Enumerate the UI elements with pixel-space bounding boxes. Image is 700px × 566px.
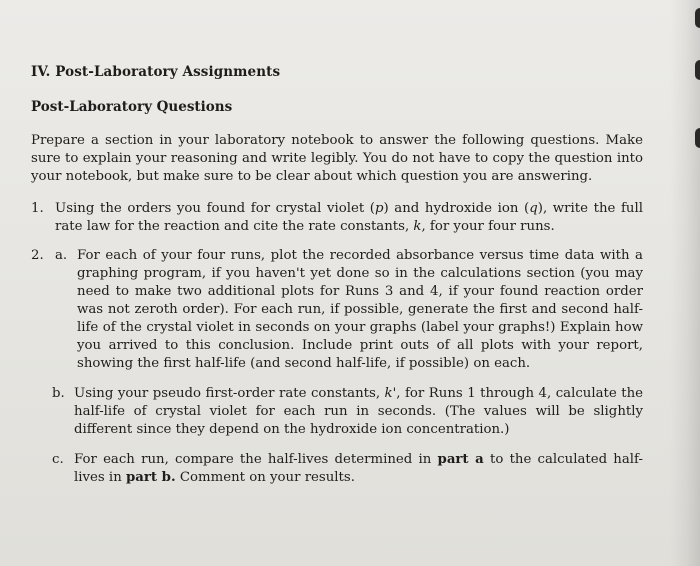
question-1 (28, 200, 643, 236)
subquestion-text: Using your pseudo first-order rate constants, k', for Runs 1 through 4, calculate the half-life of crystal violet for each run in seconds. (The values will be slightly different since they depend on the hydroxide ion concentration.) (74, 386, 643, 437)
intro-paragraph: Prepare a section in your laboratory notebook to answer the following questions. Make sure to explain your reasoning and write legibly. You do not have to copy the question into your notebook, but make sure to be clear about which question you are answering. (31, 133, 643, 184)
subquestion-letter: a. (55, 248, 68, 263)
question-number: 2. (31, 248, 44, 263)
question-2-continued (28, 385, 643, 487)
subquestion-letter: c. (52, 452, 64, 467)
section-heading: IV. Post-Laboratory Assignments (31, 64, 281, 80)
subquestion-letter: b. (52, 386, 65, 401)
document-content (28, 64, 643, 495)
question-2 (28, 247, 643, 385)
subquestion-b (52, 385, 643, 439)
page-edge-shadow (670, 0, 700, 566)
question-text: Using the orders you found for crystal violet (p) and hydroxide ion (q), write the full rate law for the reaction and cite the rate constants, k, for your four runs. (55, 201, 643, 234)
binder-ring-mark (695, 8, 700, 28)
questions-subheading: Post-Laboratory Questions (31, 99, 233, 115)
subquestion-text: For each of your four runs, plot the recorded absorbance versus time data with a graphing program, if you haven't yet done so in the calculations section (you may need to make two additional plots for Runs 3 and 4, if your found reaction order was not zeroth order). For each run, if possible, generate the first and second half-life of the crystal violet in seconds on your graphs (label your graphs!) Explain how you arrived to this conclusion. Include print outs of all plots with your report, showing the first half-life (and second half-life, if possible) on each. (77, 248, 643, 371)
binder-ring-mark (695, 128, 700, 148)
subquestion-text: For each run, compare the half-lives determined in part a to the calculated half-lives in part b. Comment on your results. (74, 452, 643, 485)
subquestion-c (52, 451, 643, 487)
binder-ring-mark (695, 60, 700, 80)
question-number: 1. (31, 201, 44, 216)
question-2-parts (55, 247, 643, 385)
subquestion-a (55, 247, 643, 373)
